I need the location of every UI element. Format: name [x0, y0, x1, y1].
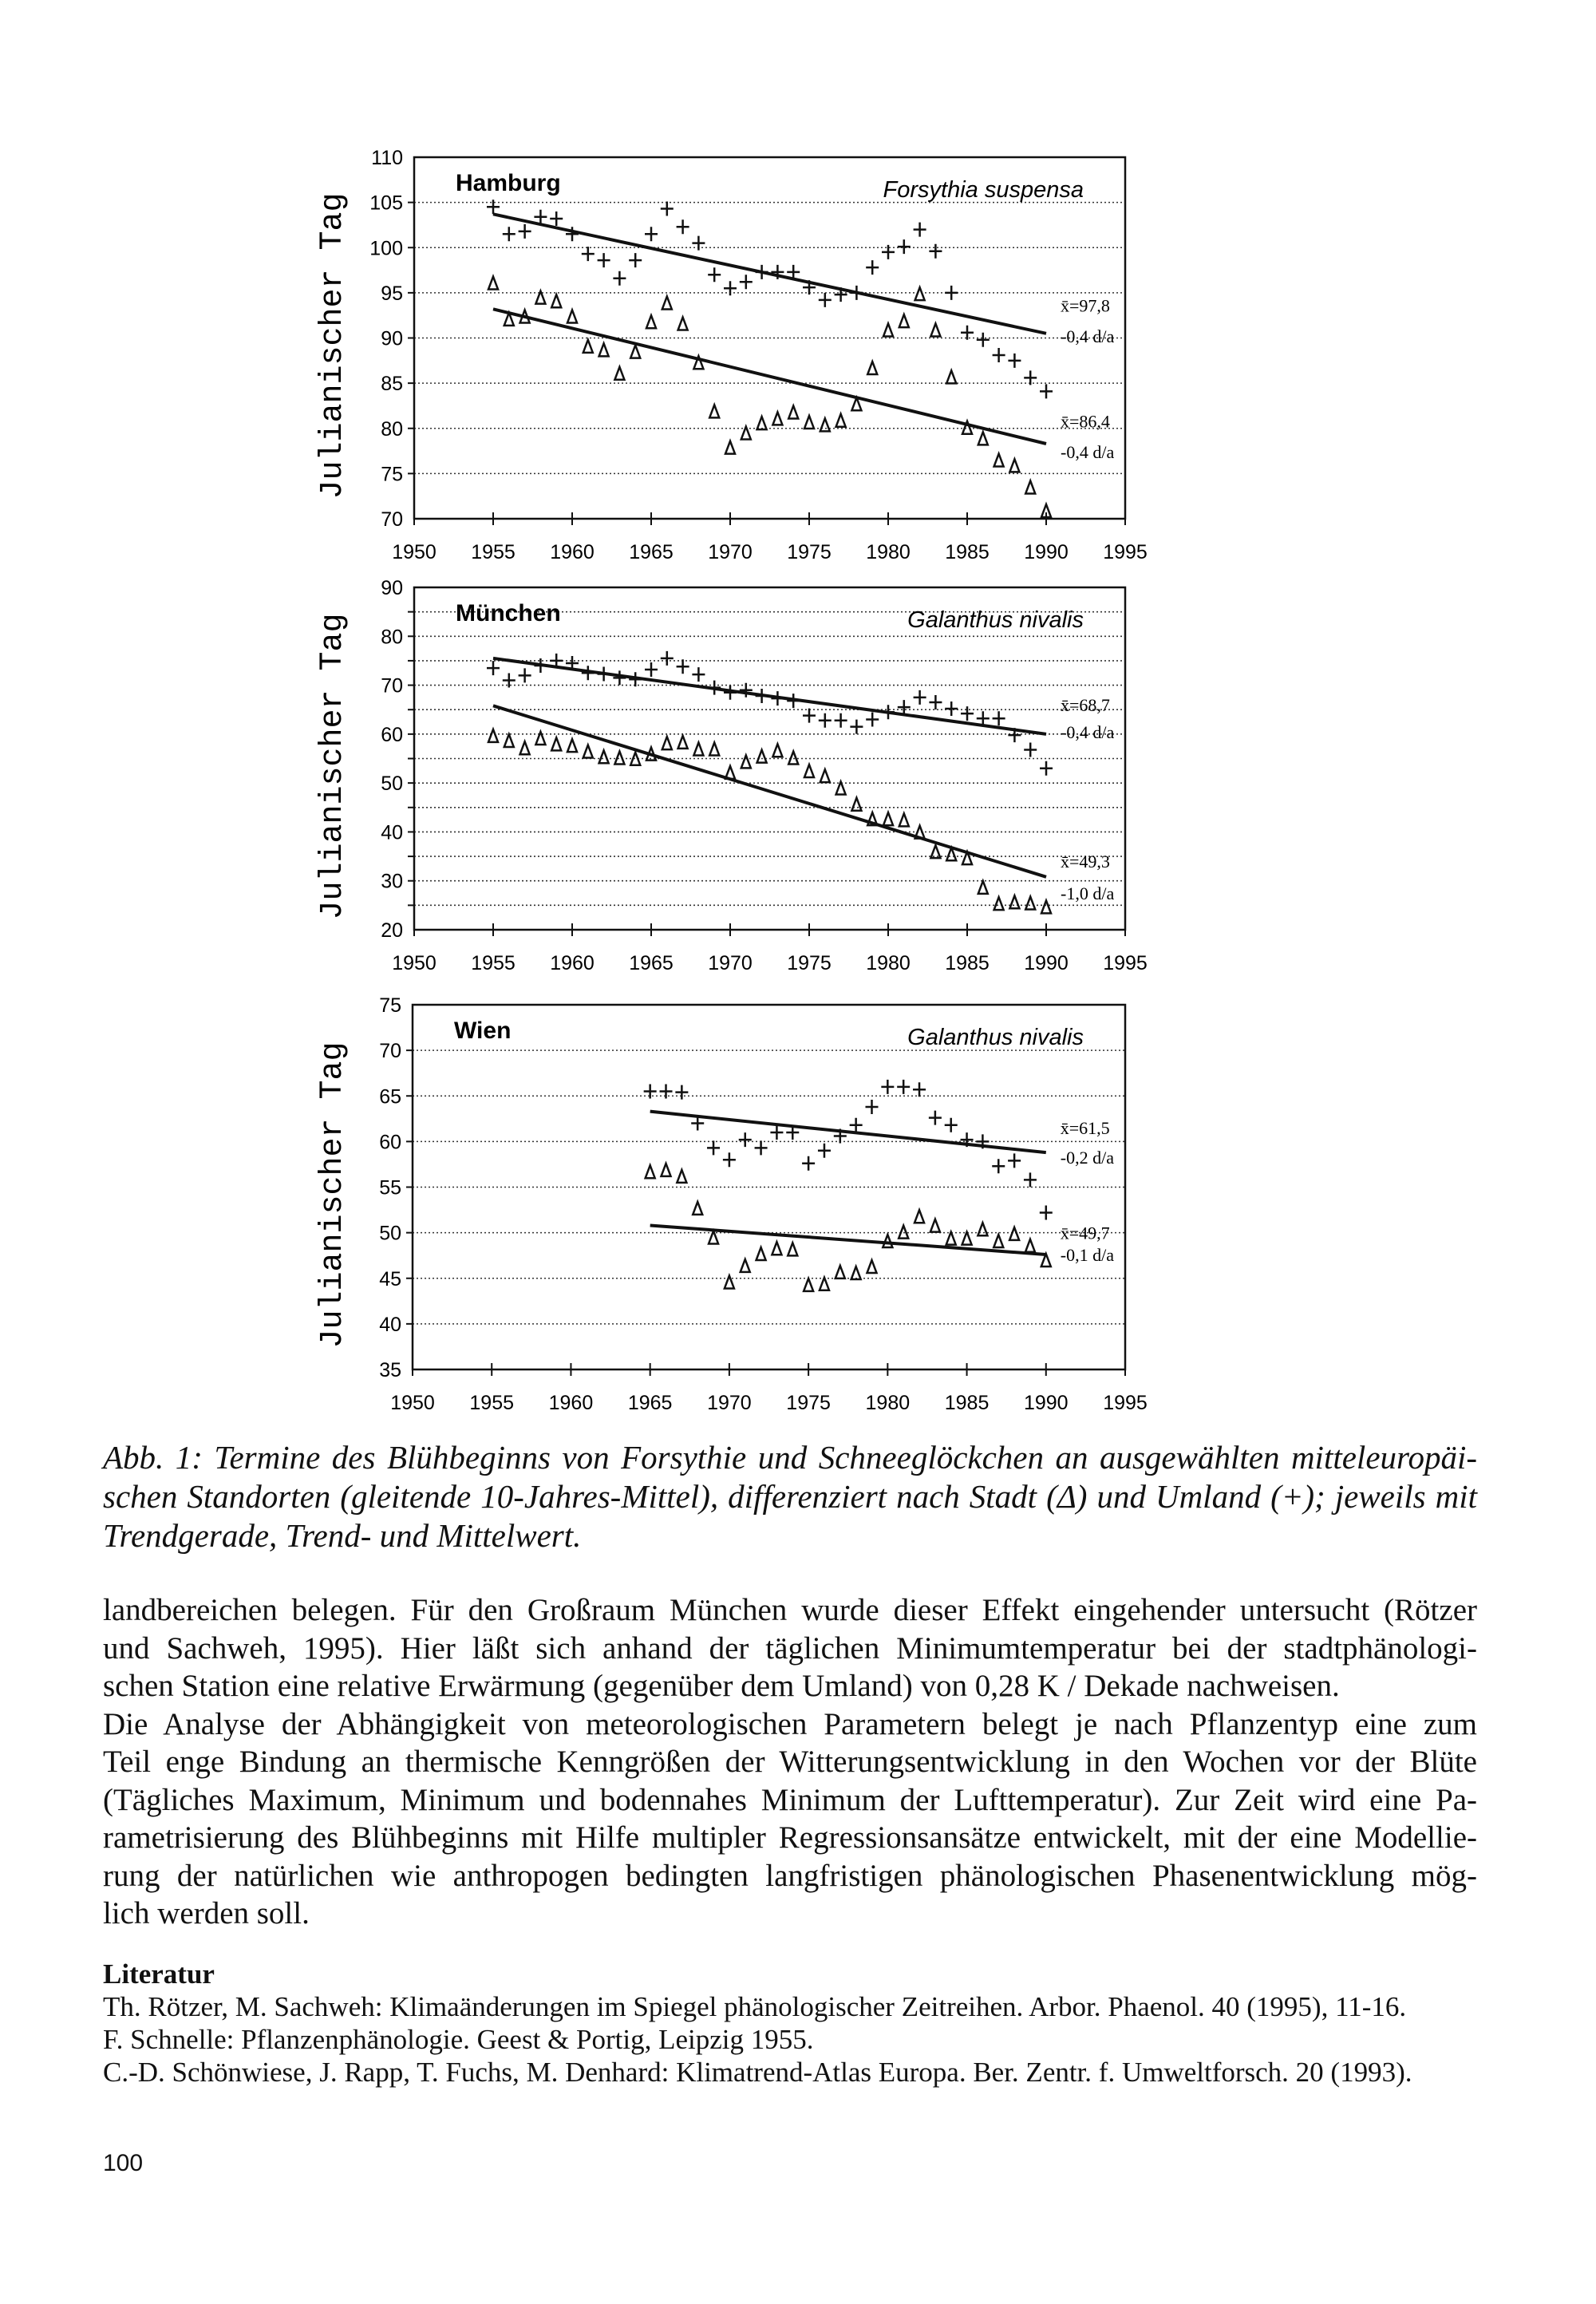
- reference-item: F. Schnelle: Pflanzenphänologie. Geest & Portig, Leipzig 1955.: [103, 2024, 814, 2055]
- x-tick-label: 1965: [627, 1392, 673, 1414]
- triangle-marker: [741, 755, 751, 768]
- x-tick-label: 1975: [787, 952, 832, 974]
- triangle-marker: [1009, 459, 1019, 472]
- triangle-marker: [994, 1235, 1003, 1247]
- page-number: 100: [103, 2150, 144, 2176]
- body-line: schen Station eine relative Erwärmung (gegenüber dem Umland) von 0,28 K / Dekade nachweisen.: [103, 1669, 1340, 1703]
- triangle-marker: [741, 1259, 750, 1272]
- y-tick-label: 90: [381, 327, 403, 350]
- reference-item: Th. Rötzer, M. Sachweh: Klimaänderungen im Spiegel phänologischer Zeitreihen. Arbor. Phaenol. 40 (1995), 11-16.: [103, 1991, 1407, 2022]
- x-tick-label: 1980: [865, 1392, 911, 1414]
- y-tick-label: 80: [381, 626, 403, 649]
- plus-marker: [803, 709, 816, 723]
- triangle-marker: [867, 362, 877, 374]
- body-line: Die Analyse der Abhängigkeit von meteorologischen Parametern belegt je nach Pflanzentyp eine zum: [103, 1706, 1477, 1741]
- x-tick-label: 1970: [708, 541, 753, 563]
- triangle-marker: [820, 418, 830, 431]
- triangle-marker: [614, 752, 624, 765]
- slope-label: -0,4 d/a: [1061, 442, 1115, 463]
- body-line: rung der natürlichen wie anthropogen bedingten langfristigen phänologischen Phasenentwicklung mög-: [103, 1858, 1477, 1893]
- triangle-marker: [772, 412, 782, 425]
- y-tick-label: 40: [381, 821, 403, 844]
- plus-marker: [977, 333, 990, 347]
- triangle-marker: [504, 734, 514, 747]
- triangle-marker: [662, 1164, 671, 1176]
- plus-marker: [802, 1156, 815, 1171]
- x-tick-label: 1985: [944, 1392, 990, 1414]
- triangle-marker: [520, 741, 530, 754]
- triangle-marker: [646, 1165, 655, 1178]
- triangle-marker: [725, 441, 735, 454]
- triangle-marker: [662, 296, 672, 309]
- x-tick-label: 1965: [629, 952, 674, 974]
- y-tick-label: 40: [379, 1313, 401, 1336]
- plus-marker: [770, 1125, 783, 1140]
- y-axis-label: Julianischer Tag: [315, 613, 351, 920]
- plus-marker: [756, 689, 768, 703]
- body-line: (Tägliches Maximum, Minimum und bodennahes Minimum der Lufttemperatur). Zur Zeit wird eine Pa-: [103, 1782, 1477, 1817]
- plus-marker: [582, 247, 595, 261]
- plus-marker: [487, 661, 500, 675]
- plus-marker: [835, 713, 847, 728]
- slope-label: -0,4 d/a: [1061, 326, 1115, 347]
- triangle-marker: [583, 745, 593, 758]
- plus-marker: [644, 1085, 657, 1099]
- y-tick-label: 90: [381, 577, 403, 599]
- plus-marker: [739, 1132, 752, 1147]
- plus-marker: [850, 1118, 863, 1132]
- x-tick-label: 1995: [1103, 952, 1148, 974]
- trend-line: [493, 658, 1046, 734]
- slope-label: -1,0 d/a: [1061, 883, 1115, 904]
- y-tick-label: 75: [379, 994, 401, 1017]
- plus-marker: [866, 260, 879, 275]
- triangle-marker: [630, 346, 640, 358]
- literature-heading: Literatur: [103, 1958, 215, 1990]
- plus-marker: [677, 219, 689, 234]
- plus-marker: [818, 1144, 831, 1158]
- triangle-marker: [820, 1278, 829, 1290]
- x-tick-label: 1955: [471, 541, 516, 563]
- slope-label: -0,1 d/a: [1060, 1245, 1114, 1266]
- plus-marker: [598, 253, 610, 267]
- y-tick-label: 100: [369, 237, 403, 260]
- triangle-marker: [678, 736, 688, 749]
- plus-marker: [945, 701, 958, 716]
- triangle-marker: [535, 732, 545, 745]
- reference-item: C.-D. Schönwiese, J. Rapp, T. Fuchs, M. Denhard: Klimatrend-Atlas Europa. Ber. Zentr. f. Umweltforsch. 20 (1993).: [103, 2057, 1412, 2088]
- chart-city-title: München: [456, 600, 561, 626]
- triangle-marker: [899, 813, 909, 826]
- triangle-marker: [788, 405, 798, 418]
- y-tick-label: 85: [381, 373, 403, 396]
- plus-marker: [661, 202, 674, 216]
- plus-marker: [519, 668, 531, 682]
- triangle-marker: [583, 340, 593, 353]
- slope-label: -0,4 d/a: [1061, 721, 1115, 742]
- triangle-marker: [1041, 900, 1051, 913]
- plus-marker: [1024, 742, 1037, 757]
- trend-line: [493, 705, 1046, 877]
- triangle-marker: [1025, 897, 1035, 910]
- plus-marker: [629, 253, 642, 267]
- triangle-marker: [1009, 1227, 1019, 1240]
- triangle-marker: [614, 367, 624, 380]
- x-tick-label: 1990: [1024, 952, 1069, 974]
- plus-marker: [740, 275, 753, 289]
- trend-line: [493, 214, 1046, 333]
- triangle-marker: [1025, 1239, 1035, 1252]
- chart-species-title: Galanthus nivalis: [907, 607, 1084, 633]
- body-line: Teil enge Bindung an thermische Kenngrößen der Witterungsentwicklung in den Wochen vor der Blüte: [103, 1745, 1477, 1779]
- chart-wien: [315, 994, 1148, 1414]
- trend-line: [650, 1112, 1046, 1152]
- x-tick-label: 1975: [786, 1392, 831, 1414]
- y-axis-label: Julianischer Tag: [315, 192, 351, 500]
- x-tick-label: 1950: [392, 541, 437, 563]
- plus-marker: [708, 681, 721, 695]
- plus-marker: [724, 686, 737, 700]
- triangle-marker: [551, 294, 561, 307]
- plus-marker: [598, 666, 610, 681]
- triangle-marker: [930, 1219, 940, 1232]
- x-tick-label: 1960: [550, 541, 595, 563]
- plus-marker: [914, 223, 926, 237]
- plus-marker: [1040, 384, 1053, 398]
- chart-city-title: Hamburg: [456, 170, 561, 196]
- triangle-marker: [567, 739, 577, 752]
- triangle-marker: [788, 752, 798, 765]
- plus-marker: [945, 286, 958, 300]
- y-tick-label: 60: [379, 1131, 401, 1154]
- plus-marker: [1008, 1153, 1021, 1168]
- triangle-marker: [551, 737, 561, 750]
- plus-marker: [961, 706, 974, 721]
- triangle-marker: [946, 370, 956, 383]
- plus-marker: [881, 1080, 894, 1094]
- triangle-marker: [757, 1247, 766, 1260]
- triangle-marker: [646, 315, 656, 328]
- triangle-marker: [725, 766, 735, 779]
- triangle-marker: [836, 1266, 845, 1278]
- triangle-marker: [994, 454, 1004, 467]
- x-tick-label: 1975: [787, 541, 832, 563]
- triangle-marker: [962, 1232, 972, 1245]
- x-tick-label: 1980: [866, 952, 911, 974]
- plus-marker: [1040, 1205, 1053, 1219]
- plus-marker: [503, 227, 516, 241]
- plus-marker: [675, 1085, 688, 1100]
- triangle-marker: [677, 1170, 686, 1183]
- triangle-marker: [709, 405, 719, 417]
- plus-marker: [708, 267, 721, 282]
- plus-marker: [850, 286, 863, 300]
- triangle-marker: [772, 744, 782, 757]
- plus-marker: [865, 1100, 878, 1114]
- triangle-marker: [757, 417, 767, 429]
- triangle-marker: [883, 812, 893, 825]
- triangle-marker: [772, 1242, 781, 1255]
- plus-marker: [613, 670, 626, 685]
- slope-label: -0,2 d/a: [1060, 1147, 1114, 1168]
- triangle-marker: [567, 310, 577, 322]
- triangle-marker: [915, 1210, 924, 1223]
- x-tick-label: 1965: [629, 541, 674, 563]
- plus-marker: [992, 1159, 1005, 1173]
- body-line: lich werden soll.: [103, 1896, 310, 1931]
- body-text: [103, 1591, 1477, 1933]
- triangle-marker: [930, 845, 940, 858]
- plus-marker: [898, 239, 911, 254]
- triangle-marker: [488, 729, 498, 742]
- plus-marker: [819, 713, 832, 728]
- triangle-marker: [836, 414, 846, 427]
- plus-marker: [677, 659, 689, 674]
- triangle-marker: [757, 750, 767, 763]
- x-tick-label: 1980: [866, 541, 911, 563]
- y-axis-label: Julianischer Tag: [315, 1041, 351, 1349]
- plus-marker: [661, 651, 674, 666]
- x-tick-label: 1985: [945, 952, 990, 974]
- plus-marker: [755, 1140, 768, 1155]
- x-tick-label: 1950: [392, 952, 437, 974]
- plus-marker: [866, 712, 879, 726]
- x-tick-label: 1990: [1024, 541, 1069, 563]
- triangle-marker: [693, 1202, 702, 1215]
- triangle-marker: [820, 769, 830, 782]
- mean-label: x̄=97,8: [1061, 295, 1110, 316]
- plus-marker: [929, 1111, 942, 1125]
- chart-species-title: Forsythia suspensa: [883, 177, 1084, 203]
- triangle-marker: [978, 881, 988, 894]
- plus-marker: [534, 658, 547, 673]
- mean-label: x̄=49,7: [1060, 1223, 1110, 1243]
- triangle-marker: [535, 291, 545, 304]
- literature-section: [103, 1958, 1412, 2089]
- plus-marker: [645, 662, 658, 677]
- y-tick-label: 30: [381, 870, 403, 893]
- triangle-marker: [488, 277, 498, 290]
- plus-marker: [882, 705, 895, 719]
- triangle-marker: [883, 1235, 892, 1247]
- triangle-marker: [788, 1243, 797, 1255]
- y-tick-label: 80: [381, 417, 403, 441]
- plus-marker: [613, 271, 626, 286]
- plus-marker: [913, 1082, 926, 1097]
- triangle-marker: [994, 897, 1004, 910]
- plus-marker: [692, 667, 705, 682]
- triangle-marker: [883, 323, 893, 336]
- mean-label: x̄=61,5: [1060, 1118, 1110, 1139]
- body-line: landbereichen belegen. Für den Großraum München wurde dieser Effekt eingehender untersucht (Rötzer: [103, 1593, 1477, 1627]
- body-line: und Sachweh, 1995). Hier läßt sich anhand der täglichen Minimumtemperatur bei der stadtphänologi-: [103, 1630, 1477, 1666]
- caption-line: Trendgerade, Trend- und Mittelwert.: [103, 1517, 582, 1554]
- plus-marker: [929, 695, 942, 709]
- x-tick-label: 1970: [708, 952, 753, 974]
- triangle-marker: [851, 798, 861, 811]
- triangle-marker: [599, 750, 609, 763]
- x-tick-label: 1955: [469, 1392, 515, 1414]
- plus-marker: [629, 672, 642, 686]
- triangle-marker: [1009, 895, 1019, 908]
- mean-label: x̄=68,7: [1061, 695, 1110, 716]
- trend-line: [493, 309, 1046, 444]
- y-tick-label: 70: [379, 1040, 401, 1063]
- body-line: rametrisierung des Blühbeginns mit Hilfe multipler Regressionsansätze entwickelt, mit der eine Modellie-: [103, 1820, 1477, 1855]
- figure-caption: [103, 1438, 1477, 1555]
- y-tick-label: 110: [371, 147, 403, 169]
- plus-marker: [582, 666, 595, 680]
- triangle-marker: [1025, 480, 1035, 493]
- x-tick-label: 1960: [550, 952, 595, 974]
- mean-label: x̄=49,3: [1061, 852, 1110, 872]
- plus-marker: [993, 711, 1005, 725]
- plus-marker: [707, 1140, 720, 1155]
- plus-marker: [914, 690, 926, 705]
- y-tick-label: 45: [379, 1267, 401, 1290]
- plus-marker: [850, 720, 863, 734]
- y-tick-label: 105: [369, 192, 403, 215]
- plus-marker: [756, 265, 768, 279]
- plus-marker: [993, 348, 1005, 362]
- y-tick-label: 65: [379, 1085, 401, 1109]
- triangle-marker: [630, 753, 640, 765]
- plus-marker: [550, 211, 563, 226]
- y-tick-label: 75: [381, 463, 403, 486]
- triangle-marker: [804, 416, 814, 429]
- plus-marker: [1024, 1172, 1037, 1187]
- chart-münchen: [315, 577, 1148, 974]
- mean-label: x̄=86,4: [1061, 411, 1110, 432]
- triangle-marker: [978, 1223, 987, 1235]
- y-tick-label: 55: [379, 1176, 401, 1199]
- triangle-marker: [662, 737, 672, 749]
- x-tick-label: 1995: [1103, 541, 1148, 563]
- triangle-marker: [930, 323, 940, 336]
- triangle-marker: [804, 1278, 813, 1291]
- triangle-marker: [693, 742, 703, 755]
- y-tick-label: 70: [381, 508, 403, 531]
- plus-marker: [519, 224, 531, 239]
- triangle-marker: [867, 1260, 876, 1273]
- triangle-marker: [678, 318, 688, 330]
- y-tick-label: 35: [379, 1359, 401, 1381]
- x-tick-label: 1950: [390, 1392, 435, 1414]
- chart-species-title: Galanthus nivalis: [907, 1025, 1084, 1050]
- triangle-marker: [946, 1232, 956, 1245]
- y-tick-label: 50: [379, 1222, 401, 1245]
- x-tick-label: 1985: [945, 541, 990, 563]
- y-tick-label: 60: [381, 723, 403, 746]
- plus-marker: [487, 200, 500, 214]
- triangle-marker: [899, 314, 909, 327]
- x-tick-label: 1995: [1103, 1392, 1148, 1414]
- plus-marker: [645, 227, 658, 241]
- y-tick-label: 95: [381, 282, 403, 305]
- triangle-marker: [804, 765, 814, 777]
- triangle-marker: [709, 742, 719, 755]
- triangle-marker: [978, 432, 988, 445]
- triangle-marker: [725, 1275, 734, 1288]
- triangle-marker: [851, 1267, 861, 1279]
- x-tick-label: 1990: [1023, 1392, 1069, 1414]
- plus-marker: [1040, 761, 1053, 776]
- triangle-marker: [599, 343, 609, 356]
- plus-marker: [819, 293, 832, 307]
- triangle-marker: [915, 287, 925, 300]
- plus-marker: [787, 694, 800, 708]
- plus-marker: [929, 244, 942, 259]
- x-tick-label: 1960: [548, 1392, 594, 1414]
- plus-marker: [897, 1080, 910, 1094]
- plus-marker: [882, 245, 895, 259]
- caption-line: schen Standorten (gleitende 10-Jahres-Mittel), differenziert nach Stadt (Δ) und Umland (+); jeweils mit: [103, 1478, 1477, 1515]
- plus-marker: [945, 1118, 958, 1132]
- x-tick-label: 1970: [707, 1392, 752, 1414]
- plus-marker: [898, 700, 911, 714]
- chart-city-title: Wien: [454, 1018, 512, 1044]
- y-tick-label: 20: [381, 919, 403, 942]
- caption-line: Abb. 1: Termine des Blühbeginns von Forsythie und Schneeglöckchen an ausgewählten mitteleuropäi-: [103, 1439, 1477, 1476]
- y-tick-label: 50: [381, 773, 403, 796]
- plus-marker: [961, 326, 974, 340]
- plus-marker: [771, 691, 784, 705]
- chart-hamburg: [315, 147, 1148, 563]
- triangle-marker: [899, 1226, 908, 1239]
- x-tick-label: 1955: [471, 952, 516, 974]
- plus-marker: [1008, 354, 1021, 368]
- y-tick-label: 70: [381, 674, 403, 698]
- plus-marker: [723, 1152, 736, 1167]
- plus-marker: [503, 673, 516, 687]
